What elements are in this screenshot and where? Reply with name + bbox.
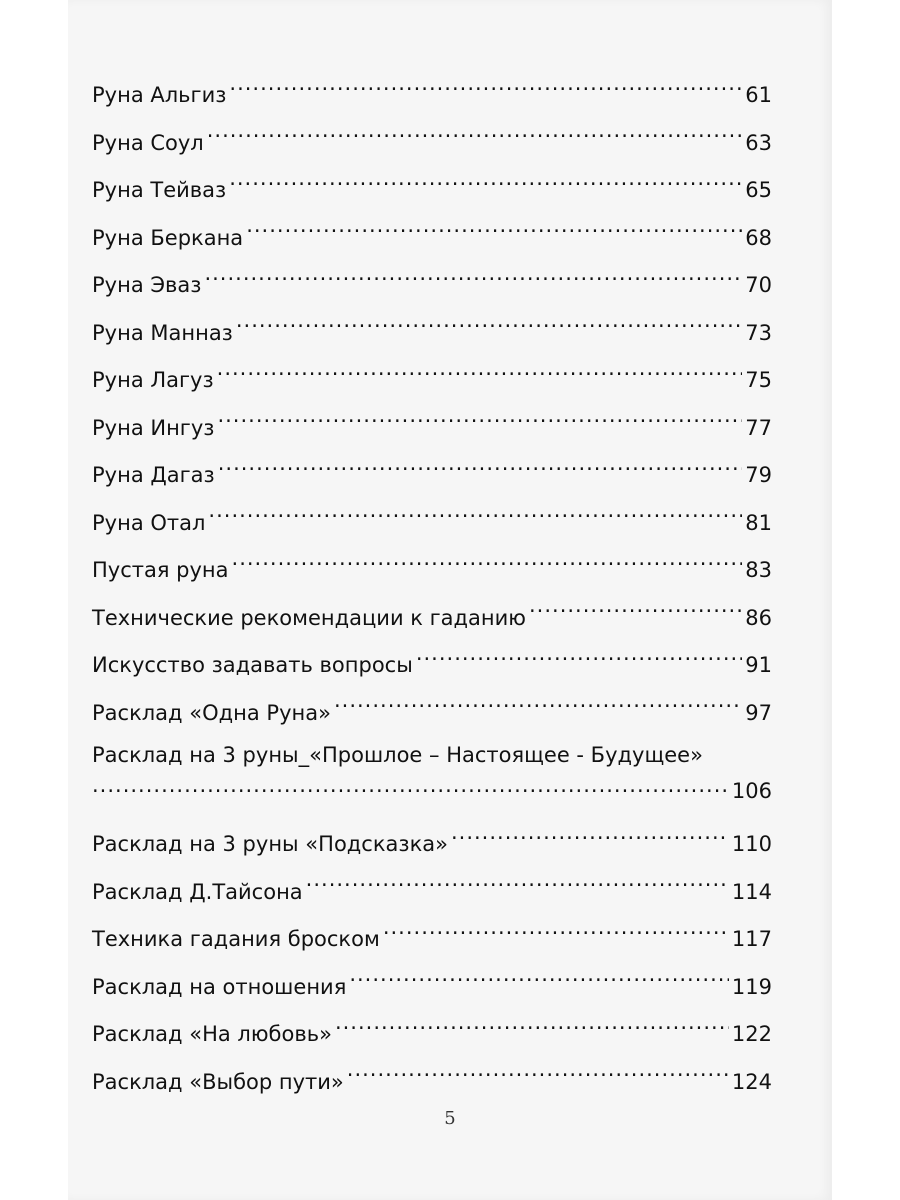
toc-entry	[92, 642, 772, 690]
dot-leader	[218, 461, 743, 482]
toc-entry-title: Пустая руна	[92, 558, 229, 582]
toc-entry	[92, 452, 772, 500]
dot-leader	[92, 777, 729, 798]
dot-leader	[349, 973, 729, 994]
toc-entry-page: 117	[731, 927, 772, 951]
toc-entry-page: 114	[731, 879, 772, 904]
toc-entry-page: 77	[745, 415, 772, 440]
dot-leader	[229, 81, 742, 102]
toc-entry-page: 65	[745, 178, 772, 202]
toc-entry-title: Руна Альгиз	[92, 83, 227, 107]
toc-entry-continuation	[92, 773, 772, 809]
toc-entry-title: Руна Манназ	[92, 320, 233, 345]
toc-entry-title: Расклад «На любовь»	[92, 1022, 332, 1046]
toc-entry-title: Расклад «Выбор пути»	[92, 1069, 344, 1094]
toc-entry-title: Техника гадания броском	[92, 927, 380, 951]
toc-entry-page: 106	[731, 779, 772, 803]
toc-entry	[92, 690, 772, 738]
toc-entry-title: Искусство задавать вопросы	[92, 653, 413, 677]
toc-entry-title: Руна Ингуз	[92, 415, 215, 440]
toc-entry-page: 68	[745, 225, 772, 250]
toc-entry-title: Руна Лагуз	[92, 368, 214, 392]
toc-entry-title: Руна Дагаз	[92, 463, 215, 487]
toc-entry	[92, 869, 772, 917]
toc-entry	[92, 547, 772, 595]
dot-leader	[217, 366, 743, 387]
dot-leader	[383, 925, 729, 946]
dot-leader	[451, 830, 729, 851]
toc-entry	[92, 595, 772, 643]
dot-leader	[529, 604, 742, 625]
dot-leader	[207, 129, 743, 150]
toc-entry-page: 97	[745, 700, 772, 725]
toc-entry-page: 70	[745, 273, 772, 297]
dot-leader	[204, 271, 742, 292]
toc-entry	[92, 167, 772, 215]
toc-entry	[92, 1059, 772, 1107]
dot-leader	[306, 878, 729, 899]
toc-entry-title: Расклад на отношения	[92, 974, 347, 999]
dot-leader	[246, 224, 742, 245]
toc-entry-title: Руна Беркана	[92, 225, 244, 250]
toc-entry	[92, 262, 772, 310]
toc-entry	[92, 821, 772, 869]
toc-entry	[92, 964, 772, 1012]
toc-entry-title: Руна Соул	[92, 130, 204, 155]
toc-entry-title: Руна Тейваз	[92, 178, 227, 202]
dot-leader	[217, 414, 742, 435]
toc-entry-page: 75	[745, 368, 772, 392]
toc-entry-title: Расклад «Одна Руна»	[92, 700, 331, 725]
toc-entry-page: 122	[731, 1022, 772, 1046]
dot-leader	[347, 1068, 729, 1089]
page-number: 5	[444, 1108, 456, 1129]
toc-entry-page: 110	[731, 832, 772, 856]
toc-entry-title: Руна Эваз	[92, 273, 202, 297]
toc-entry	[92, 405, 772, 453]
toc-entry	[92, 72, 772, 120]
toc-entry	[92, 737, 772, 821]
toc-entry-page: 124	[731, 1069, 772, 1094]
toc-entry	[92, 215, 772, 263]
toc-entry-page: 63	[745, 130, 772, 155]
toc-entry-title: Руна Отал	[92, 510, 206, 535]
dot-leader	[236, 319, 742, 340]
toc-entry-title: Расклад Д.Тайсона	[92, 879, 303, 904]
toc-entry-title: Расклад на 3 руны «Подсказка»	[92, 832, 448, 856]
toc-entry-page: 119	[731, 974, 772, 999]
dot-leader	[232, 556, 743, 577]
dot-leader	[416, 651, 742, 672]
toc-entry	[92, 500, 772, 548]
toc-entry	[92, 120, 772, 168]
toc-entry-title: Расклад на 3 руны_«Прошлое – Настоящее - Будущее»	[92, 743, 703, 767]
toc-entry	[92, 310, 772, 358]
toc-entry	[92, 916, 772, 964]
toc-entry-page: 73	[745, 320, 772, 345]
dot-leader	[229, 176, 742, 197]
toc-entry	[92, 357, 772, 405]
table-of-contents	[92, 72, 772, 1106]
toc-entry-title: Технические рекомендации к гаданию	[92, 605, 526, 630]
dot-leader	[208, 509, 742, 530]
toc-entry	[92, 1011, 772, 1059]
toc-entry-page: 81	[745, 510, 772, 535]
dot-leader	[335, 1020, 729, 1041]
toc-entry-page: 91	[745, 653, 772, 677]
toc-entry-page: 79	[745, 463, 772, 487]
dot-leader	[334, 699, 742, 720]
toc-entry-page: 83	[745, 558, 772, 582]
toc-entry-page: 61	[745, 83, 772, 107]
toc-entry-page: 86	[745, 605, 772, 630]
